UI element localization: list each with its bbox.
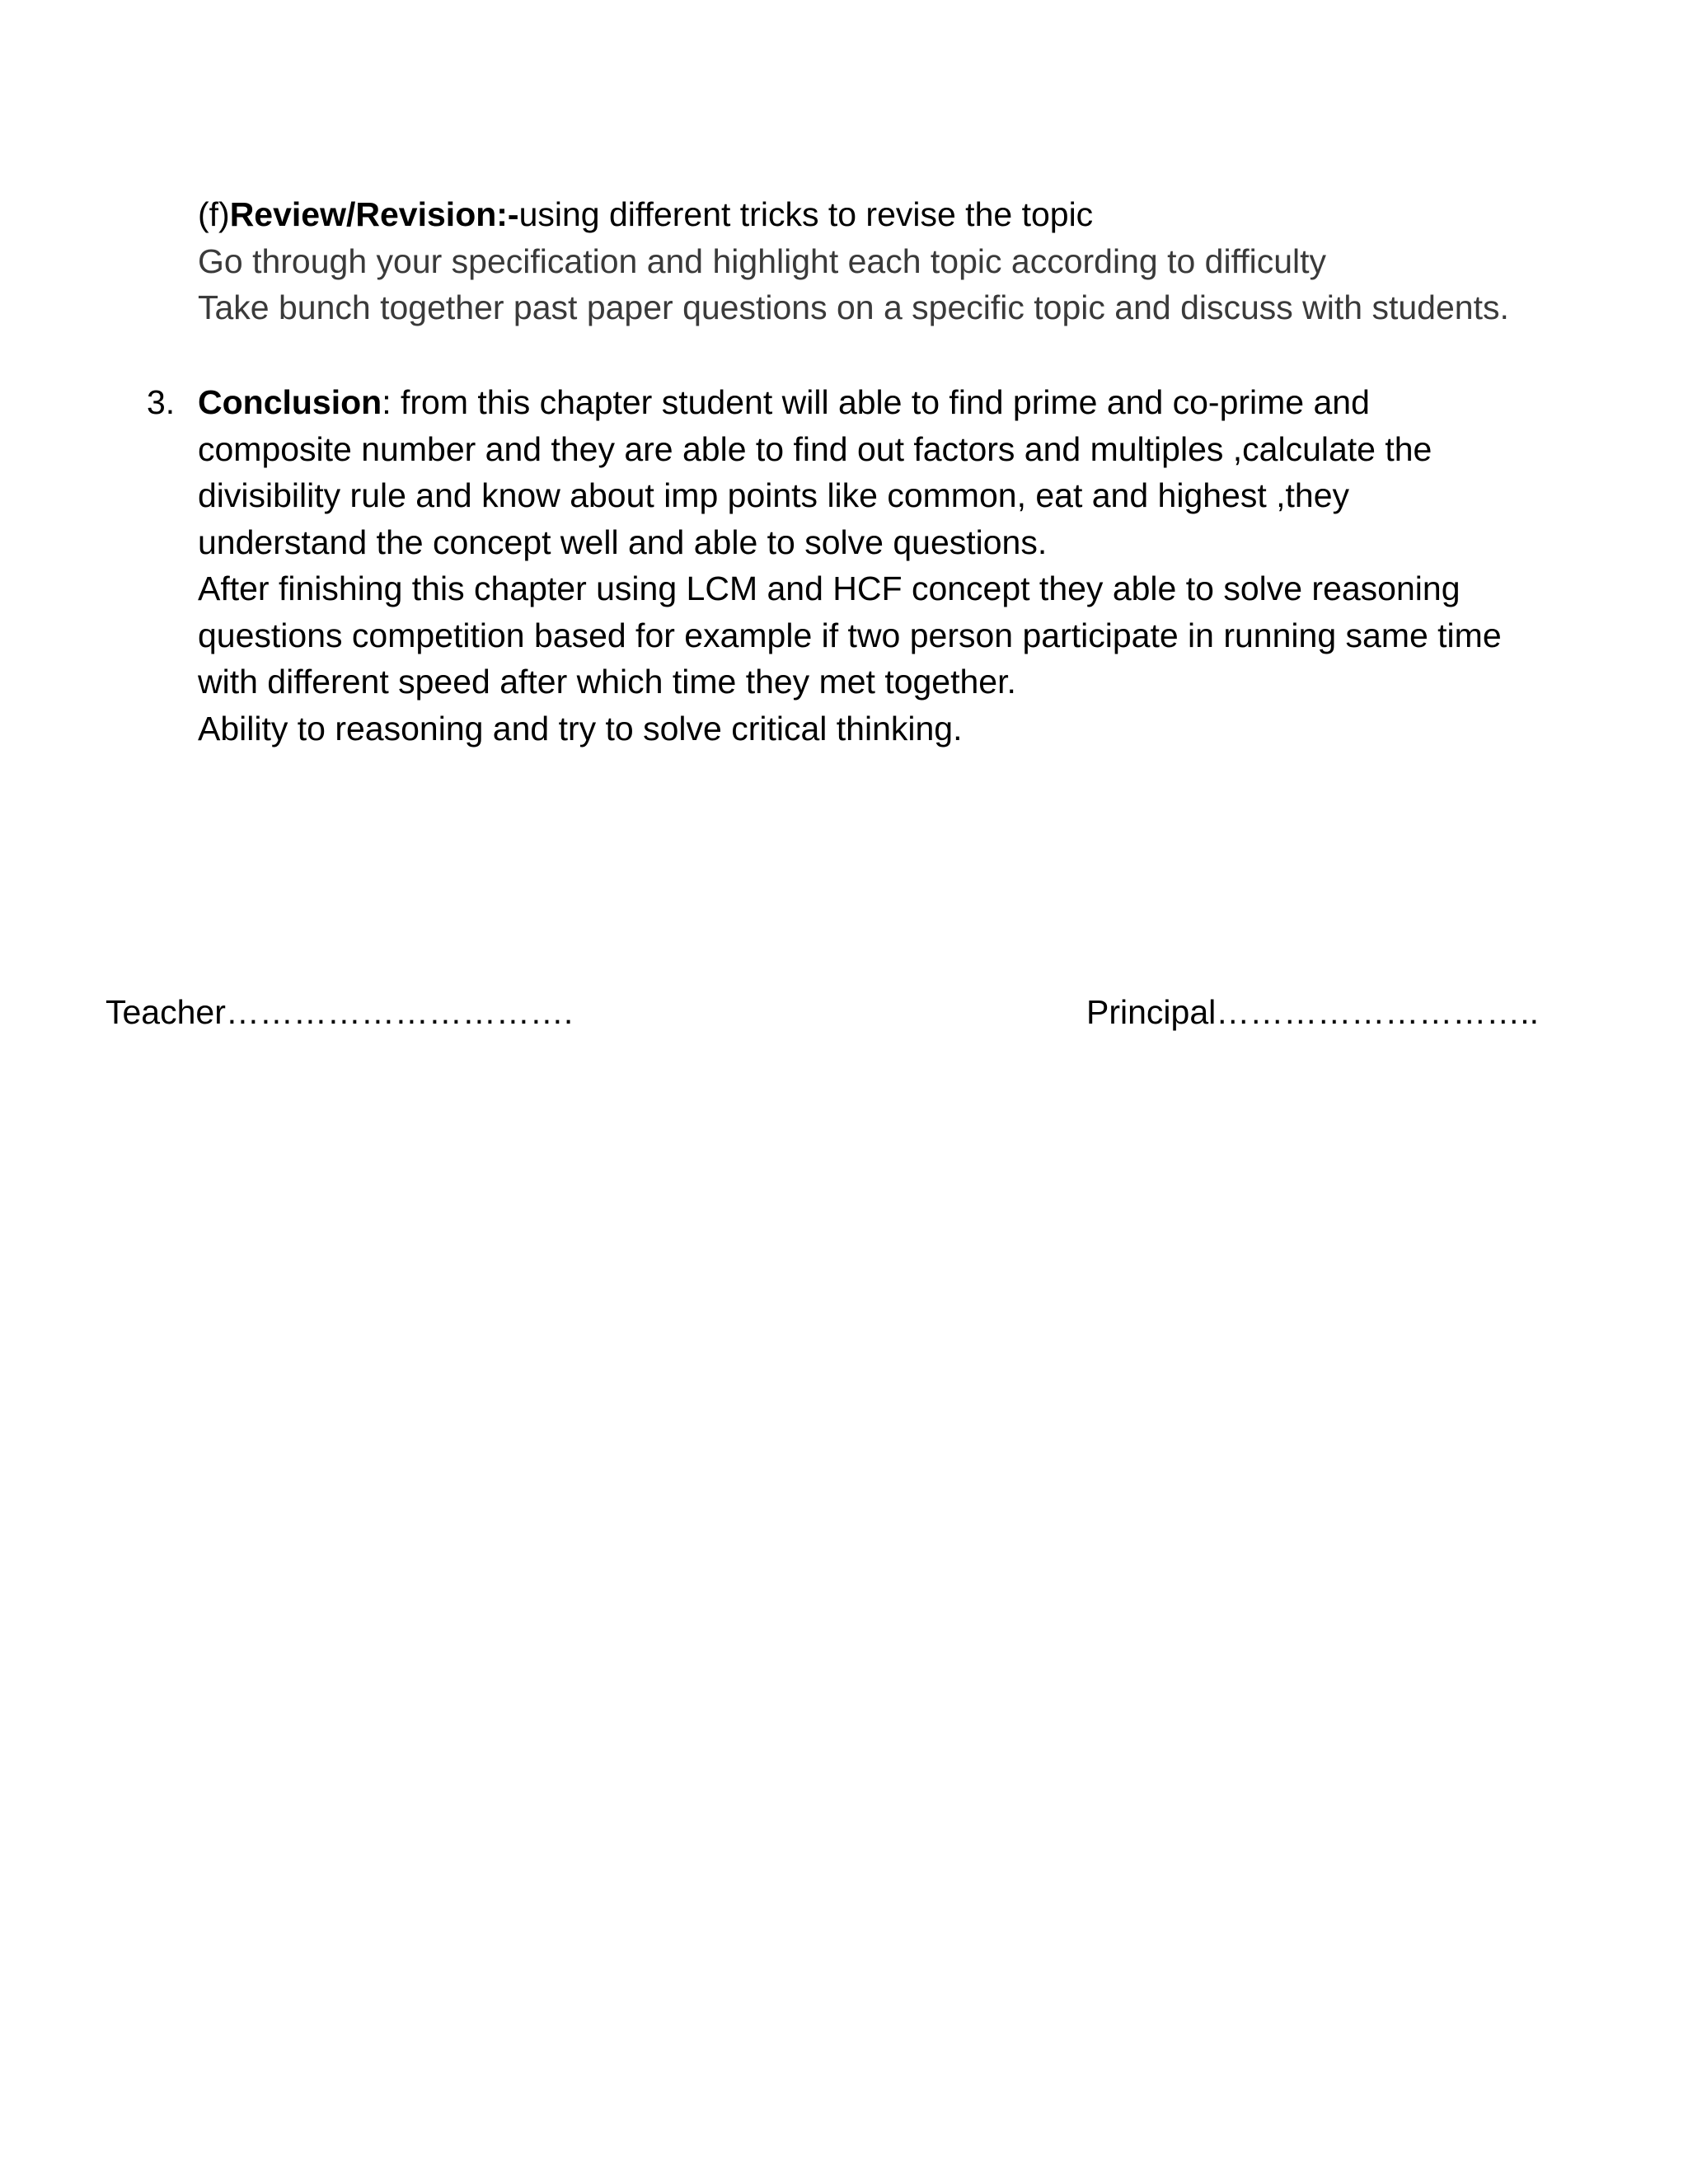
conclusion-heading: Conclusion (198, 383, 382, 421)
review-line: Go through your specification and highlight each topic according to difficulty (198, 241, 1327, 280)
review-heading: Review/Revision:- (229, 195, 519, 233)
conclusion-line: Ability to reasoning and try to solve critical thinking. (198, 709, 963, 748)
conclusion-number: 3. (147, 383, 176, 421)
conclusion-line: After finishing this chapter using LCM and HCF concept they able to solve reasoning (198, 569, 1461, 607)
conclusion-line: understand the concept well and able to solve questions. (198, 523, 1048, 561)
teacher-signature-line: Teacher…………………………. (106, 993, 574, 1031)
conclusion-line: composite number and they are able to find out factors and multiples ,calculate the (198, 429, 1432, 468)
conclusion-line: questions competition based for example if two person participate in running same time (198, 616, 1502, 654)
review-section (198, 191, 1599, 331)
conclusion-line: divisibility rule and know about imp points like common, eat and highest ,they (198, 476, 1350, 514)
review-intro: using different tricks to revise the topic (518, 195, 1094, 233)
conclusion-heading-line (198, 379, 1599, 426)
review-line: Take bunch together past paper questions on a specific topic and discuss with students. (198, 288, 1509, 326)
conclusion-section (198, 379, 1599, 752)
conclusion-line: with different speed after which time they met together. (198, 663, 1016, 701)
principal-signature-line: Principal……………………….. (1086, 993, 1540, 1031)
review-prefix: (f) (198, 195, 230, 233)
conclusion-first-line: : from this chapter student will able to find prime and co-prime and (382, 383, 1370, 421)
review-heading-line (198, 191, 1599, 238)
